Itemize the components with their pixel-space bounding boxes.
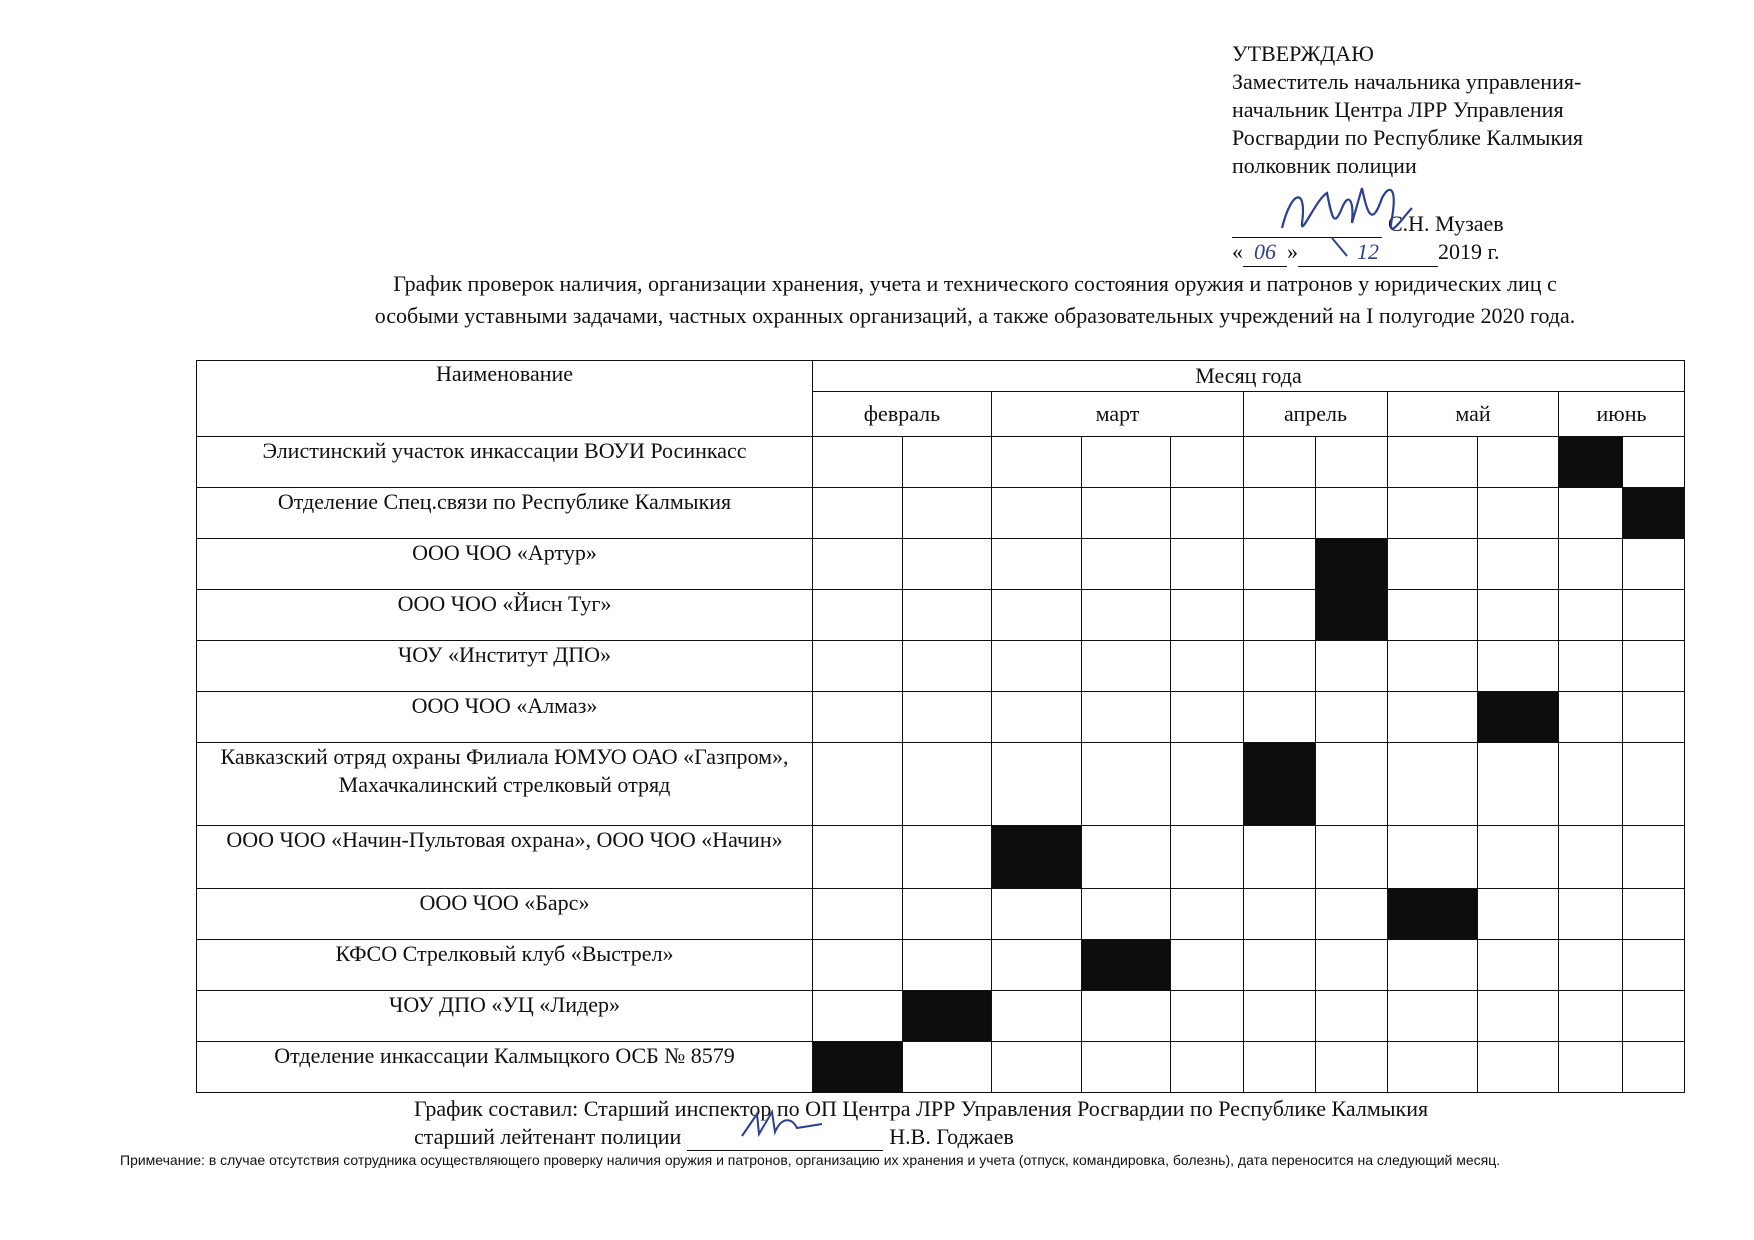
schedule-cell [1623, 889, 1685, 940]
schedule-cell [1244, 889, 1316, 940]
scheduled-check-cell [1244, 743, 1316, 826]
schedule-cell [1244, 826, 1316, 889]
schedule-cell [1316, 826, 1388, 889]
schedule-cell [992, 889, 1082, 940]
footer-line-2 [414, 1123, 1614, 1151]
schedule-cell [1388, 940, 1478, 991]
schedule-cell [1171, 641, 1244, 692]
footer-block [414, 1095, 1614, 1151]
approval-line-3: Росгвардии по Республике Калмыкия [1232, 125, 1584, 150]
organization-name: ООО ЧОО «Барс» [197, 889, 813, 940]
date-close-quote: » [1287, 239, 1298, 264]
schedule-cell [1171, 539, 1244, 590]
organization-name: Элистинский участок инкассации ВОУИ Росинкасс [197, 437, 813, 488]
schedule-cell [1171, 437, 1244, 488]
schedule-cell [1388, 539, 1478, 590]
schedule-cell [1478, 488, 1559, 539]
footer-signature-line [687, 1128, 883, 1151]
schedule-cell [1623, 940, 1685, 991]
schedule-cell [903, 940, 992, 991]
schedule-cell [1388, 641, 1478, 692]
schedule-cell [903, 641, 992, 692]
title-line-2: особыми уставными задачами, частных охранных организаций, а также образовательных учреждений на I полугодие 2020 года. [374, 303, 1576, 328]
handwritten-signature [1272, 178, 1422, 258]
schedule-cell [1623, 826, 1685, 889]
schedule-cell [1171, 692, 1244, 743]
schedule-cell [1244, 488, 1316, 539]
schedule-cell [1082, 488, 1171, 539]
approval-signer: С.Н. Музаев [1388, 211, 1504, 236]
schedule-cell [1171, 743, 1244, 826]
schedule-cell [1388, 1042, 1478, 1093]
schedule-cell [1478, 1042, 1559, 1093]
schedule-cell [992, 641, 1082, 692]
table-row [197, 590, 1685, 641]
schedule-cell [992, 488, 1082, 539]
scheduled-check-cell [1388, 889, 1478, 940]
schedule-cell [903, 743, 992, 826]
schedule-cell [813, 590, 903, 641]
schedule-cell [1478, 991, 1559, 1042]
approval-date-month: 12 [1298, 238, 1438, 267]
schedule-cell [992, 940, 1082, 991]
schedule-cell [1623, 991, 1685, 1042]
schedule-cell [1559, 889, 1623, 940]
schedule-cell [1244, 1042, 1316, 1093]
approval-line-2: начальник Центра ЛРР Управления [1232, 97, 1564, 122]
date-open-quote: « [1232, 239, 1243, 264]
schedule-cell [1244, 692, 1316, 743]
column-header-month: Месяц года [813, 361, 1685, 392]
schedule-cell [903, 889, 992, 940]
footer-handwritten-signature [737, 1106, 827, 1146]
schedule-cell [1478, 437, 1559, 488]
footnote: Примечание: в случае отсутствия сотрудника осуществляющего проверку наличия оружия и патронов, организацию их хранения и учета (отпуск, командировка, болезнь), дата переносится на следующий месяц. [120, 1152, 1501, 1168]
schedule-cell [1316, 641, 1388, 692]
schedule-cell [813, 437, 903, 488]
scheduled-check-cell [1623, 488, 1685, 539]
approval-line-4: полковник полиции [1232, 153, 1417, 178]
schedule-cell [1478, 743, 1559, 826]
footer-line-1: График составил: Старший инспектор по ОП Центра ЛРР Управления Росгвардии по Республике Калмыкия [414, 1096, 1429, 1121]
schedule-cell [1559, 539, 1623, 590]
schedule-cell [1171, 488, 1244, 539]
schedule-cell [1171, 1042, 1244, 1093]
approval-date-year: 2019 г. [1438, 239, 1500, 264]
schedule-cell [1388, 826, 1478, 889]
schedule-cell [813, 692, 903, 743]
organization-name: ООО ЧОО «Артур» [197, 539, 813, 590]
approval-header: УТВЕРЖДАЮ [1232, 41, 1374, 66]
table-row [197, 743, 1685, 826]
scheduled-check-cell [1082, 940, 1171, 991]
schedule-cell [903, 692, 992, 743]
schedule-cell [1082, 692, 1171, 743]
schedule-cell [1559, 590, 1623, 641]
title-line-1: График проверок наличия, организации хранения, учета и технического состояния оружия и патронов у юридических лиц с [393, 271, 1557, 296]
schedule-cell [813, 539, 903, 590]
schedule-cell [1388, 743, 1478, 826]
schedule-cell [813, 743, 903, 826]
table-row [197, 991, 1685, 1042]
schedule-cell [813, 991, 903, 1042]
column-header-name: Наименование [197, 361, 813, 437]
organization-name: ООО ЧОО «Начин-Пультовая охрана», ООО ЧОО «Начин» [197, 826, 813, 889]
schedule-cell [1244, 940, 1316, 991]
schedule-cell [1478, 539, 1559, 590]
schedule-cell [1171, 991, 1244, 1042]
organization-name: ЧОУ ДПО «УЦ «Лидер» [197, 991, 813, 1042]
table-row [197, 940, 1685, 991]
schedule-cell [1623, 437, 1685, 488]
schedule-cell [903, 590, 992, 641]
table-row [197, 692, 1685, 743]
approval-signature-row [1232, 210, 1692, 238]
schedule-cell [1316, 488, 1388, 539]
schedule-cell [1623, 692, 1685, 743]
scheduled-check-cell [813, 1042, 903, 1093]
schedule-cell [1388, 590, 1478, 641]
schedule-cell [1316, 692, 1388, 743]
schedule-cell [1082, 1042, 1171, 1093]
schedule-cell [1623, 743, 1685, 826]
table-row [197, 539, 1685, 590]
schedule-cell [1082, 539, 1171, 590]
schedule-cell [1171, 826, 1244, 889]
schedule-cell [903, 826, 992, 889]
schedule-cell [1171, 590, 1244, 641]
schedule-cell [1478, 889, 1559, 940]
schedule-cell [992, 991, 1082, 1042]
table-row [197, 641, 1685, 692]
table-row [197, 889, 1685, 940]
schedule-cell [1316, 940, 1388, 991]
table-row [197, 488, 1685, 539]
schedule-table [196, 360, 1685, 1093]
schedule-cell [903, 488, 992, 539]
month-header-may: май [1388, 392, 1559, 437]
scheduled-check-cell [1478, 692, 1559, 743]
organization-name: ООО ЧОО «Йисн Туг» [197, 590, 813, 641]
schedule-cell [1316, 743, 1388, 826]
organization-name: Отделение Спец.связи по Республике Калмыкия [197, 488, 813, 539]
approval-date-day: 06 [1243, 238, 1287, 267]
schedule-cell [813, 889, 903, 940]
schedule-cell [1559, 1042, 1623, 1093]
schedule-cell [903, 539, 992, 590]
schedule-cell [1082, 826, 1171, 889]
organization-name: ЧОУ «Институт ДПО» [197, 641, 813, 692]
scheduled-check-cell [992, 826, 1082, 889]
schedule-cell [1623, 641, 1685, 692]
schedule-cell [813, 826, 903, 889]
organization-name: ООО ЧОО «Алмаз» [197, 692, 813, 743]
footer-name: Н.В. Годжаев [889, 1124, 1014, 1149]
schedule-cell [1082, 743, 1171, 826]
schedule-cell [1082, 641, 1171, 692]
organization-name: КФСО Стрелковый клуб «Выстрел» [197, 940, 813, 991]
schedule-cell [992, 437, 1082, 488]
schedule-cell [992, 1042, 1082, 1093]
table-row [197, 826, 1685, 889]
month-header-feb: февраль [813, 392, 992, 437]
schedule-cell [1316, 437, 1388, 488]
schedule-cell [1559, 641, 1623, 692]
schedule-cell [1559, 488, 1623, 539]
table-row [197, 437, 1685, 488]
schedule-cell [1559, 743, 1623, 826]
schedule-cell [1316, 991, 1388, 1042]
schedule-cell [1244, 991, 1316, 1042]
schedule-cell [1244, 590, 1316, 641]
schedule-cell [903, 1042, 992, 1093]
document-title [250, 268, 1700, 332]
schedule-cell [1559, 692, 1623, 743]
month-header-apr: апрель [1244, 392, 1388, 437]
schedule-cell [1244, 641, 1316, 692]
month-header-mar: март [992, 392, 1244, 437]
schedule-cell [1623, 539, 1685, 590]
schedule-cell [1559, 826, 1623, 889]
schedule-cell [1388, 991, 1478, 1042]
schedule-cell [1388, 437, 1478, 488]
schedule-cell [813, 641, 903, 692]
schedule-cell [1478, 590, 1559, 641]
schedule-cell [1244, 539, 1316, 590]
schedule-cell [1478, 641, 1559, 692]
scheduled-check-cell [1316, 590, 1388, 641]
schedule-cell [1171, 940, 1244, 991]
schedule-cell [1082, 437, 1171, 488]
scheduled-check-cell [903, 991, 992, 1042]
schedule-cell [1388, 692, 1478, 743]
approval-block [1232, 40, 1692, 267]
schedule-cell [1623, 590, 1685, 641]
schedule-cell [1082, 590, 1171, 641]
schedule-cell [992, 692, 1082, 743]
schedule-cell [1082, 991, 1171, 1042]
schedule-cell [992, 743, 1082, 826]
schedule-cell [1244, 437, 1316, 488]
schedule-cell [1478, 940, 1559, 991]
table-row [197, 1042, 1685, 1093]
schedule-cell [992, 539, 1082, 590]
schedule-cell [1082, 889, 1171, 940]
schedule-cell [1171, 889, 1244, 940]
month-header-jun: июнь [1559, 392, 1685, 437]
schedule-cell [992, 590, 1082, 641]
scheduled-check-cell [1559, 437, 1623, 488]
schedule-cell [1559, 991, 1623, 1042]
schedule-cell [813, 488, 903, 539]
organization-name: Отделение инкассации Калмыцкого ОСБ № 8579 [197, 1042, 813, 1093]
schedule-cell [1478, 826, 1559, 889]
schedule-cell [813, 940, 903, 991]
schedule-cell [903, 437, 992, 488]
schedule-cell [1559, 940, 1623, 991]
scheduled-check-cell [1316, 539, 1388, 590]
organization-name: Кавказский отряд охраны Филиала ЮМУО ОАО «Газпром», Махачкалинский стрелковый отряд [197, 743, 813, 826]
schedule-cell [1316, 889, 1388, 940]
schedule-cell [1623, 1042, 1685, 1093]
schedule-cell [1316, 1042, 1388, 1093]
footer-rank: старший лейтенант полиции [414, 1124, 682, 1149]
schedule-body [197, 437, 1685, 1093]
approval-line-1: Заместитель начальника управления- [1232, 69, 1582, 94]
schedule-cell [1388, 488, 1478, 539]
